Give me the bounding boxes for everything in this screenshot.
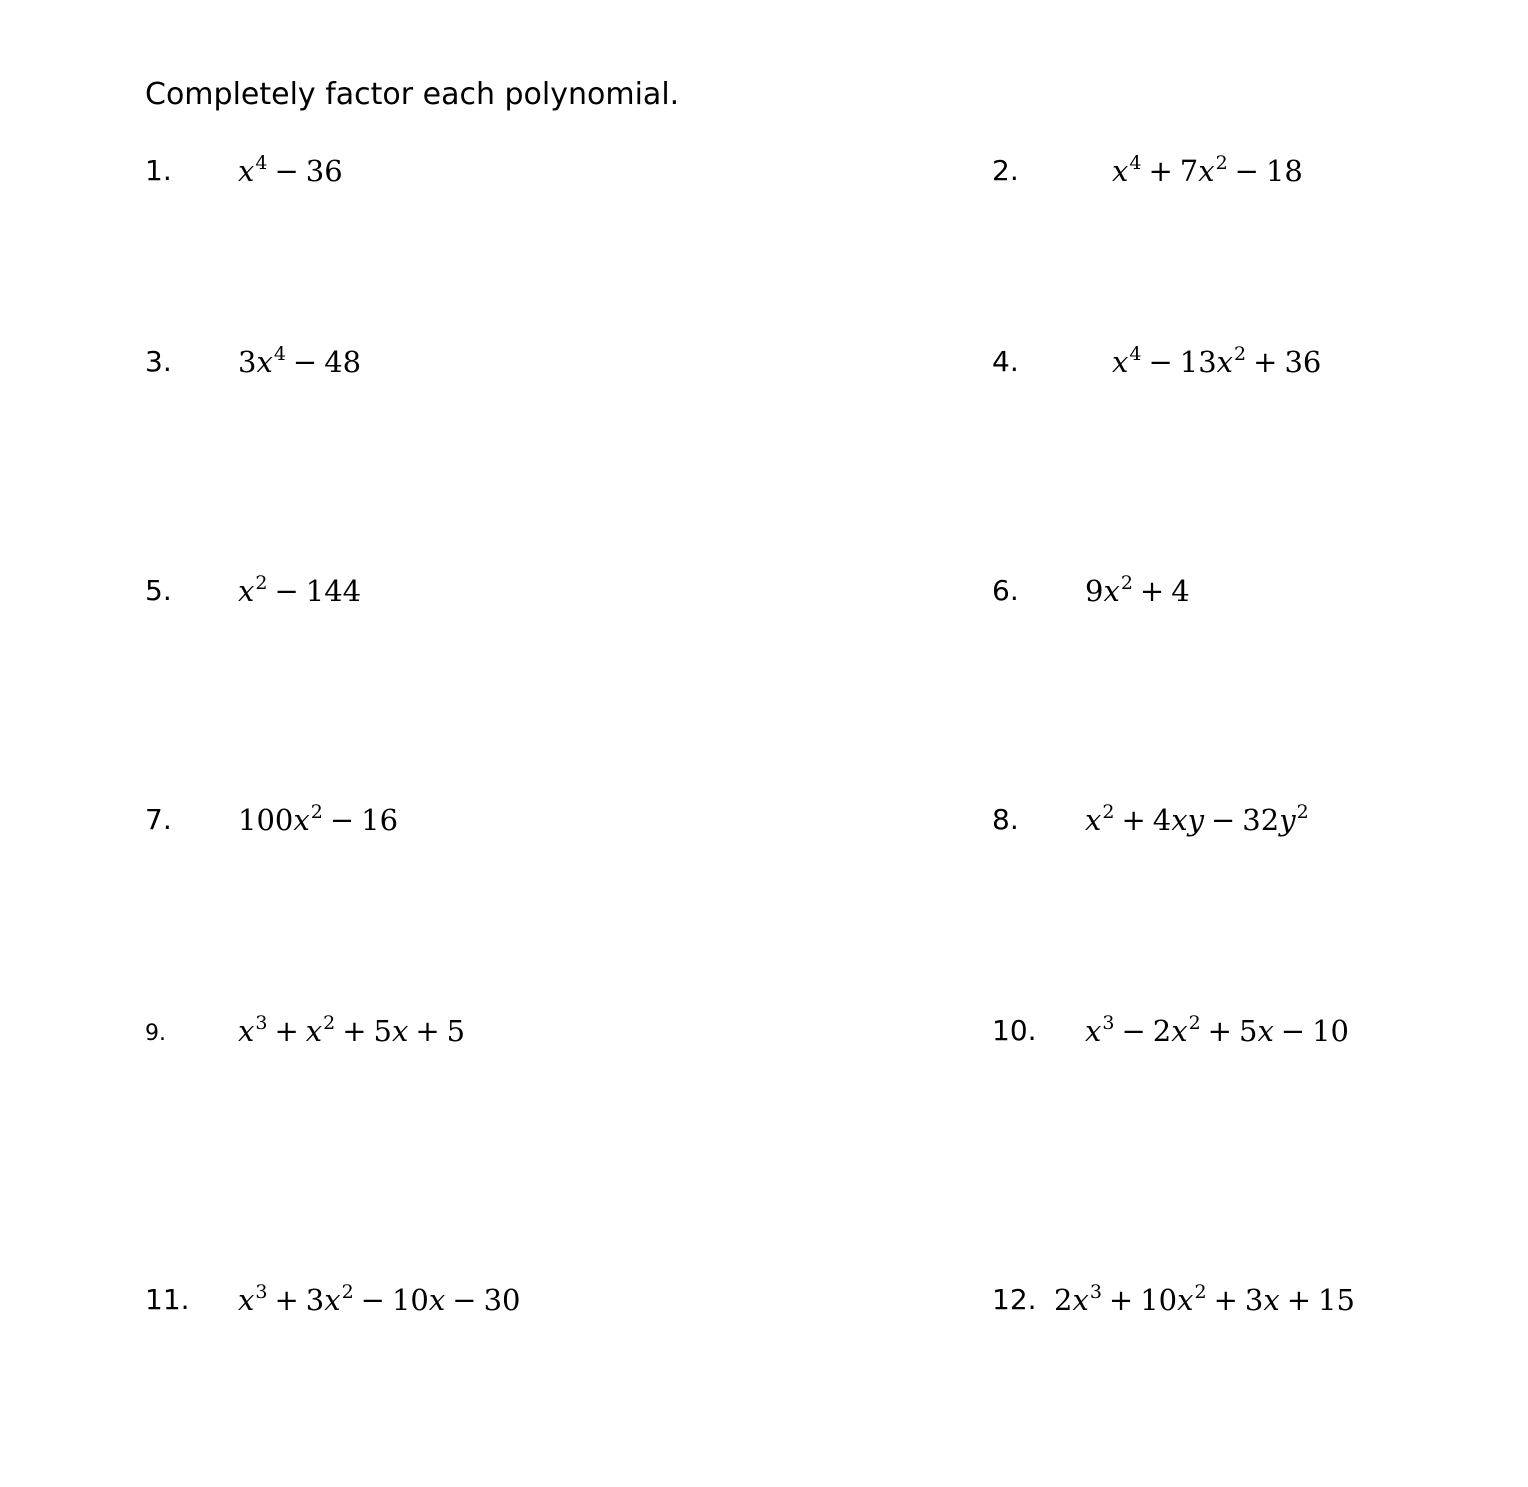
term: $2x^2$ — [1152, 1012, 1201, 1048]
operator: + — [1148, 154, 1173, 188]
problem-number: 9. — [145, 1021, 166, 1046]
operator: + — [1108, 1283, 1134, 1317]
problem-number: 8. — [992, 803, 1019, 836]
term: 16 — [361, 803, 399, 837]
operator: − — [1234, 154, 1259, 188]
operator: − — [1148, 345, 1173, 379]
term: $x^4$ — [1112, 152, 1142, 188]
problem-number: 2. — [992, 154, 1019, 187]
term: 5x — [1238, 1014, 1274, 1048]
polynomial-expression — [1085, 1009, 1349, 1053]
operator: − — [1121, 1014, 1146, 1048]
term: 18 — [1265, 154, 1303, 188]
operator: − — [452, 1283, 477, 1317]
term: $100x^2$ — [238, 801, 323, 837]
polynomial-expression — [1054, 1278, 1355, 1322]
polynomial-expression — [238, 1278, 520, 1322]
polynomial-expression — [1085, 569, 1190, 613]
operator: + — [342, 1014, 367, 1048]
term: $x^2$ — [305, 1012, 336, 1048]
operator: + — [1121, 803, 1146, 837]
term: $10x^2$ — [1140, 1281, 1207, 1317]
term: 30 — [483, 1283, 521, 1317]
term: $9x^2$ — [1085, 572, 1133, 608]
problem-number: 3. — [145, 345, 172, 378]
term: 48 — [324, 345, 362, 379]
operator: + — [415, 1014, 440, 1048]
problem-number: 10. — [992, 1014, 1037, 1047]
term: $32y^2$ — [1242, 801, 1309, 837]
operator: − — [1210, 803, 1236, 837]
polynomial-expression — [1085, 798, 1309, 842]
term: 5 — [446, 1014, 466, 1048]
problem-number: 6. — [992, 574, 1019, 607]
term: 3x — [1244, 1283, 1280, 1317]
term: $3x^2$ — [305, 1281, 354, 1317]
term: 36 — [305, 154, 343, 188]
operator: − — [274, 574, 299, 608]
polynomial-expression — [238, 340, 361, 384]
term: 5x — [373, 1014, 409, 1048]
polynomial-expression — [238, 798, 398, 842]
polynomial-expression — [238, 1009, 465, 1053]
instructions: Completely factor each polynomial. — [145, 77, 680, 112]
polynomial-expression — [238, 149, 343, 193]
term: $x^3$ — [238, 1281, 268, 1317]
operator: + — [274, 1283, 299, 1317]
polynomial-expression — [1112, 340, 1321, 384]
term: 144 — [305, 574, 362, 608]
term: $2x^3$ — [1054, 1281, 1102, 1317]
term: 36 — [1284, 345, 1322, 379]
problem-number: 1. — [145, 154, 172, 187]
term: $x^3$ — [238, 1012, 268, 1048]
term: 10 — [1312, 1014, 1350, 1048]
problem-number: 4. — [992, 345, 1019, 378]
term: $x^3$ — [1085, 1012, 1115, 1048]
operator: + — [1207, 1014, 1232, 1048]
problem-number: 5. — [145, 574, 172, 607]
term: $x^4$ — [238, 152, 268, 188]
term: 4xy — [1152, 803, 1204, 837]
term: $7x^2$ — [1179, 152, 1228, 188]
operator: − — [274, 154, 299, 188]
operator: − — [292, 345, 318, 379]
operator: + — [1139, 574, 1165, 608]
term: 15 — [1318, 1283, 1355, 1317]
operator: − — [360, 1283, 385, 1317]
operator: + — [1253, 345, 1278, 379]
polynomial-expression — [238, 569, 361, 613]
operator: + — [1213, 1283, 1238, 1317]
problem-number: 7. — [145, 803, 172, 836]
term: $x^2$ — [1085, 801, 1115, 837]
operator: − — [329, 803, 355, 837]
operator: − — [1280, 1014, 1306, 1048]
operator: + — [274, 1014, 299, 1048]
term: $3x^4$ — [238, 343, 286, 379]
problem-number: 11. — [145, 1283, 190, 1316]
term: $x^4$ — [1112, 343, 1142, 379]
term: 10x — [391, 1283, 446, 1317]
term: 4 — [1171, 574, 1190, 608]
term: $x^2$ — [238, 572, 268, 608]
operator: + — [1286, 1283, 1312, 1317]
polynomial-expression — [1112, 149, 1303, 193]
term: $13x^2$ — [1179, 343, 1247, 379]
problem-number: 12. — [992, 1283, 1037, 1316]
